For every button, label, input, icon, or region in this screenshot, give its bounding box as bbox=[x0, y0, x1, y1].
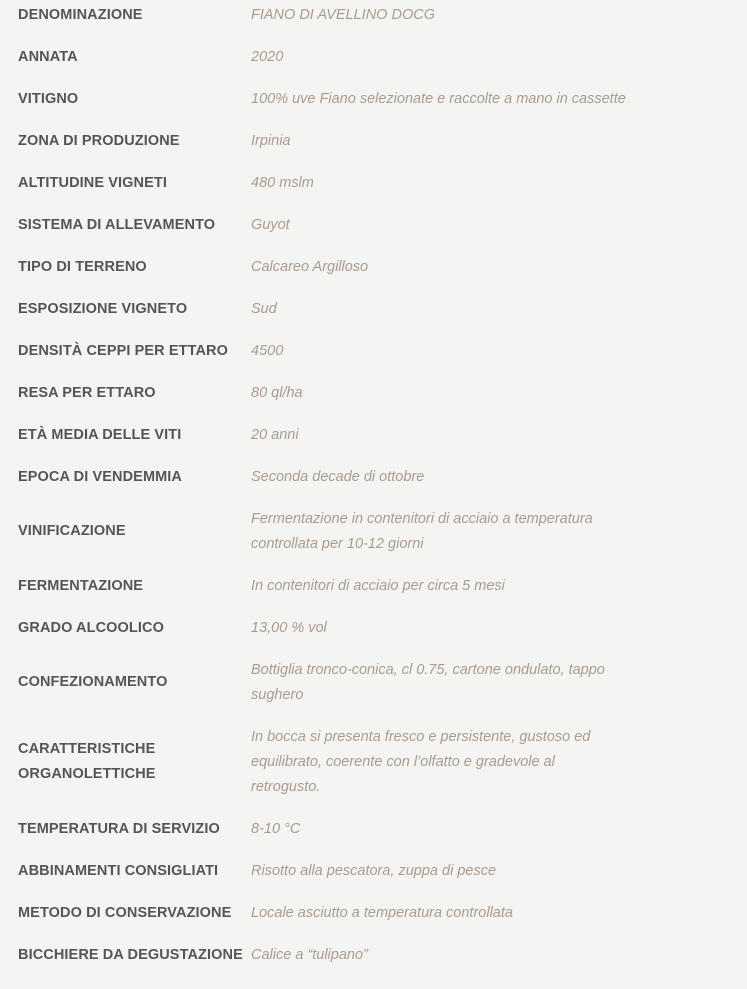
spec-label: DENSITÀ CEPPI PER ETTARO bbox=[18, 343, 228, 359]
spec-value: Seconda decade di ottobre bbox=[251, 469, 425, 485]
spec-value: In bocca si presenta fresco e persistente, gustoso ed equilibrato, coerente con l’olfatto e gradevole al retrogusto. bbox=[251, 729, 591, 795]
spec-value: Irpinia bbox=[251, 133, 291, 149]
spec-label: TEMPERATURA DI SERVIZIO bbox=[18, 821, 220, 837]
spec-label: CONFEZIONAMENTO bbox=[18, 674, 168, 690]
spec-value: Guyot bbox=[251, 217, 290, 233]
spec-label: DENOMINAZIONE bbox=[18, 7, 143, 23]
spec-value: 2020 bbox=[251, 49, 284, 65]
spec-label: ABBINAMENTI CONSIGLIATI bbox=[18, 863, 219, 879]
spec-label: ALTITUDINE VIGNETI bbox=[18, 175, 167, 191]
spec-label: VINIFICAZIONE bbox=[18, 523, 126, 539]
spec-value: FIANO DI AVELLINO DOCG bbox=[251, 7, 435, 23]
spec-value: Calice a “tulipano” bbox=[251, 947, 368, 963]
spec-value: 480 mslm bbox=[251, 175, 314, 191]
spec-label: EPOCA DI VENDEMMIA bbox=[18, 469, 182, 485]
spec-value: In contenitori di acciaio per circa 5 mesi bbox=[251, 578, 505, 594]
spec-label: ESPOSIZIONE VIGNETO bbox=[18, 301, 188, 317]
spec-label: ZONA DI PRODUZIONE bbox=[18, 133, 180, 149]
spec-label: GRADO ALCOOLICO bbox=[18, 620, 164, 636]
spec-value: 80 ql/ha bbox=[251, 385, 303, 401]
spec-label: ETÀ MEDIA DELLE VITI bbox=[18, 427, 182, 443]
spec-value: Locale asciutto a temperatura controllata bbox=[251, 905, 513, 921]
spec-value: Sud bbox=[251, 301, 277, 317]
spec-value: 100% uve Fiano selezionate e raccolte a mano in cassette bbox=[251, 91, 626, 107]
spec-label: VITIGNO bbox=[18, 91, 79, 107]
spec-label: SISTEMA DI ALLEVAMENTO bbox=[18, 217, 216, 233]
spec-value: 4500 bbox=[251, 343, 284, 359]
spec-label: TIPO DI TERRENO bbox=[18, 259, 147, 275]
spec-value: 20 anni bbox=[251, 427, 299, 443]
spec-label: METODO DI CONSERVAZIONE bbox=[18, 905, 232, 921]
spec-label: ANNATA bbox=[18, 49, 78, 65]
spec-value: Risotto alla pescatora, zuppa di pesce bbox=[251, 863, 497, 879]
spec-label: FERMENTAZIONE bbox=[18, 578, 144, 594]
spec-value: Fermentazione in contenitori di acciaio a temperatura controllata per 10-12 giorni bbox=[251, 511, 593, 552]
spec-value: 13,00 % vol bbox=[251, 620, 327, 636]
spec-label: RESA PER ETTARO bbox=[18, 385, 156, 401]
spec-value: Calcareo Argilloso bbox=[251, 259, 369, 275]
spec-value: Bottiglia tronco-conica, cl 0.75, cartone ondulato, tappo sughero bbox=[251, 662, 605, 703]
spec-label: CARATTERISTICHE ORGANOLETTICHE bbox=[18, 741, 156, 782]
spec-label: BICCHIERE DA DEGUSTAZIONE bbox=[18, 947, 243, 963]
spec-value: 8-10 °C bbox=[251, 821, 301, 837]
